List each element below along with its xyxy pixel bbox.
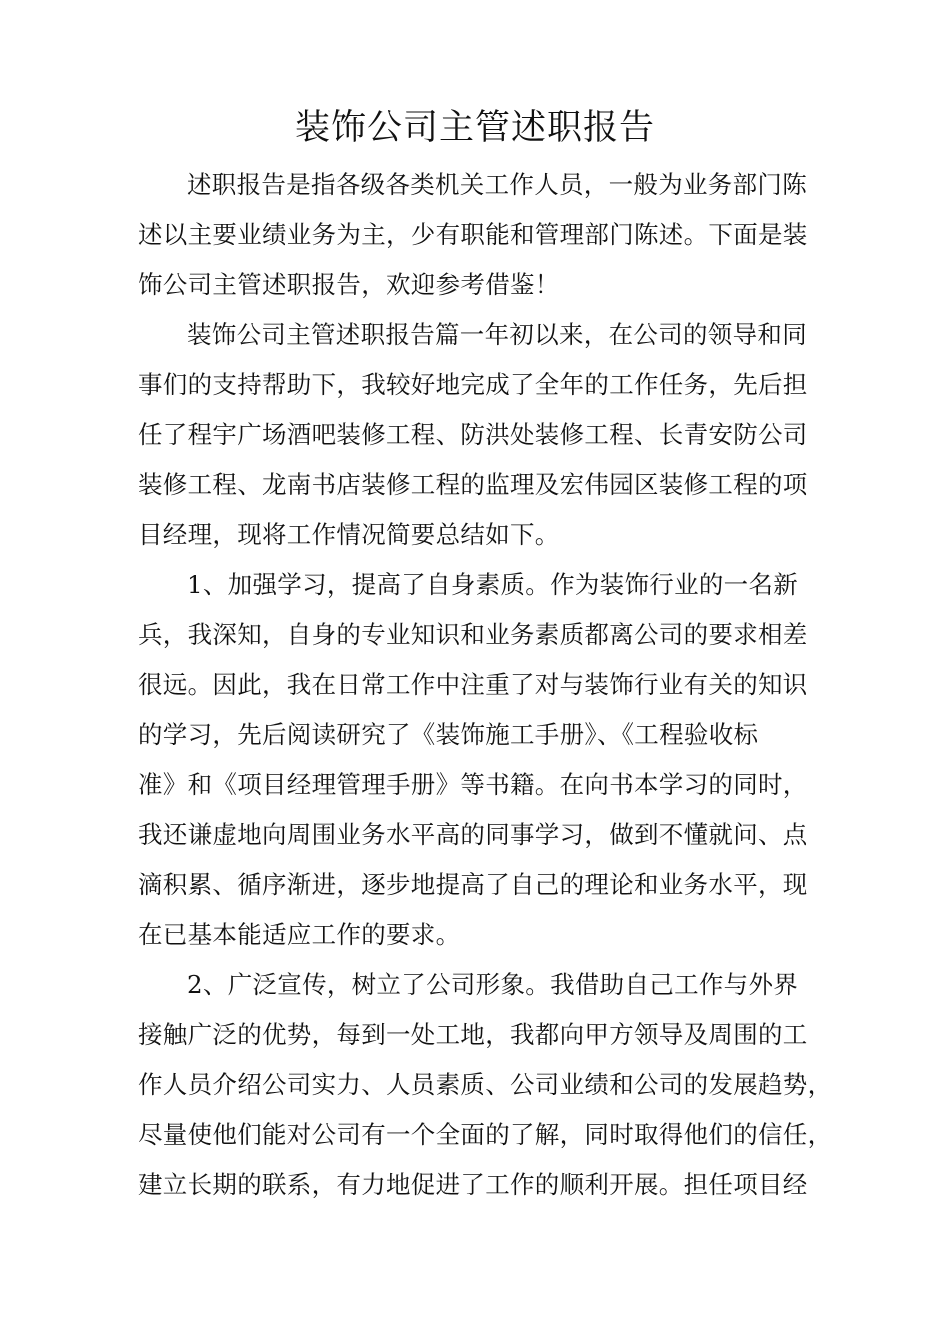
text-line: 尽量使他们能对公司有一个全面的了解，同时取得他们的信任， [138, 1120, 833, 1149]
text-line: 我还谦虚地向周围业务水平高的同事学习，做到不懂就问、点 [138, 820, 808, 849]
text-line: 述以主要业绩业务为主，少有职能和管理部门陈述。下面是装 [138, 220, 808, 249]
document-body [138, 160, 838, 1210]
text-line: 很远。因此，我在日常工作中注重了对与装饰行业有关的知识 [138, 670, 808, 699]
text-line: 1、加强学习，提高了自身素质。作为装饰行业的一名新 [187, 570, 799, 599]
text-line: 滴积累、循序渐进，逐步地提高了自己的理论和业务水平，现 [138, 870, 808, 899]
text-line: 事们的支持帮助下，我较好地完成了全年的工作任务，先后担 [138, 370, 808, 399]
text-line: 准》和《项目经理管理手册》等书籍。在向书本学习的同时， [138, 770, 808, 799]
text-line: 作人员介绍公司实力、人员素质、公司业绩和公司的发展趋势， [138, 1070, 833, 1099]
document-title: 装饰公司主管述职报告 [294, 108, 655, 148]
text-line: 接触广泛的优势，每到一处工地，我都向甲方领导及周围的工 [138, 1020, 808, 1049]
text-line: 目经理，现将工作情况简要总结如下。 [138, 520, 560, 549]
text-line: 述职报告是指各级各类机关工作人员，一般为业务部门陈 [187, 170, 807, 199]
text-line: 装饰公司主管述职报告篇一年初以来，在公司的领导和同 [187, 320, 807, 349]
text-line: 的学习，先后阅读研究了《装饰施工手册》、《工程验收标 [138, 720, 759, 749]
text-line: 装修工程、龙南书店装修工程的监理及宏伟园区装修工程的项 [138, 470, 808, 499]
text-line: 建立长期的联系，有力地促进了工作的顺利开展。担任项目经 [138, 1170, 808, 1199]
text-line: 饰公司主管述职报告，欢迎参考借鉴！ [138, 270, 560, 299]
text-line: 2、广泛宣传，树立了公司形象。我借助自己工作与外界 [187, 970, 799, 999]
text-line: 任了程宇广场酒吧装修工程、防洪处装修工程、长青安防公司 [138, 420, 808, 449]
text-line: 在已基本能适应工作的要求。 [138, 920, 461, 949]
text-line: 兵，我深知，自身的专业知识和业务素质都离公司的要求相差 [138, 620, 808, 649]
